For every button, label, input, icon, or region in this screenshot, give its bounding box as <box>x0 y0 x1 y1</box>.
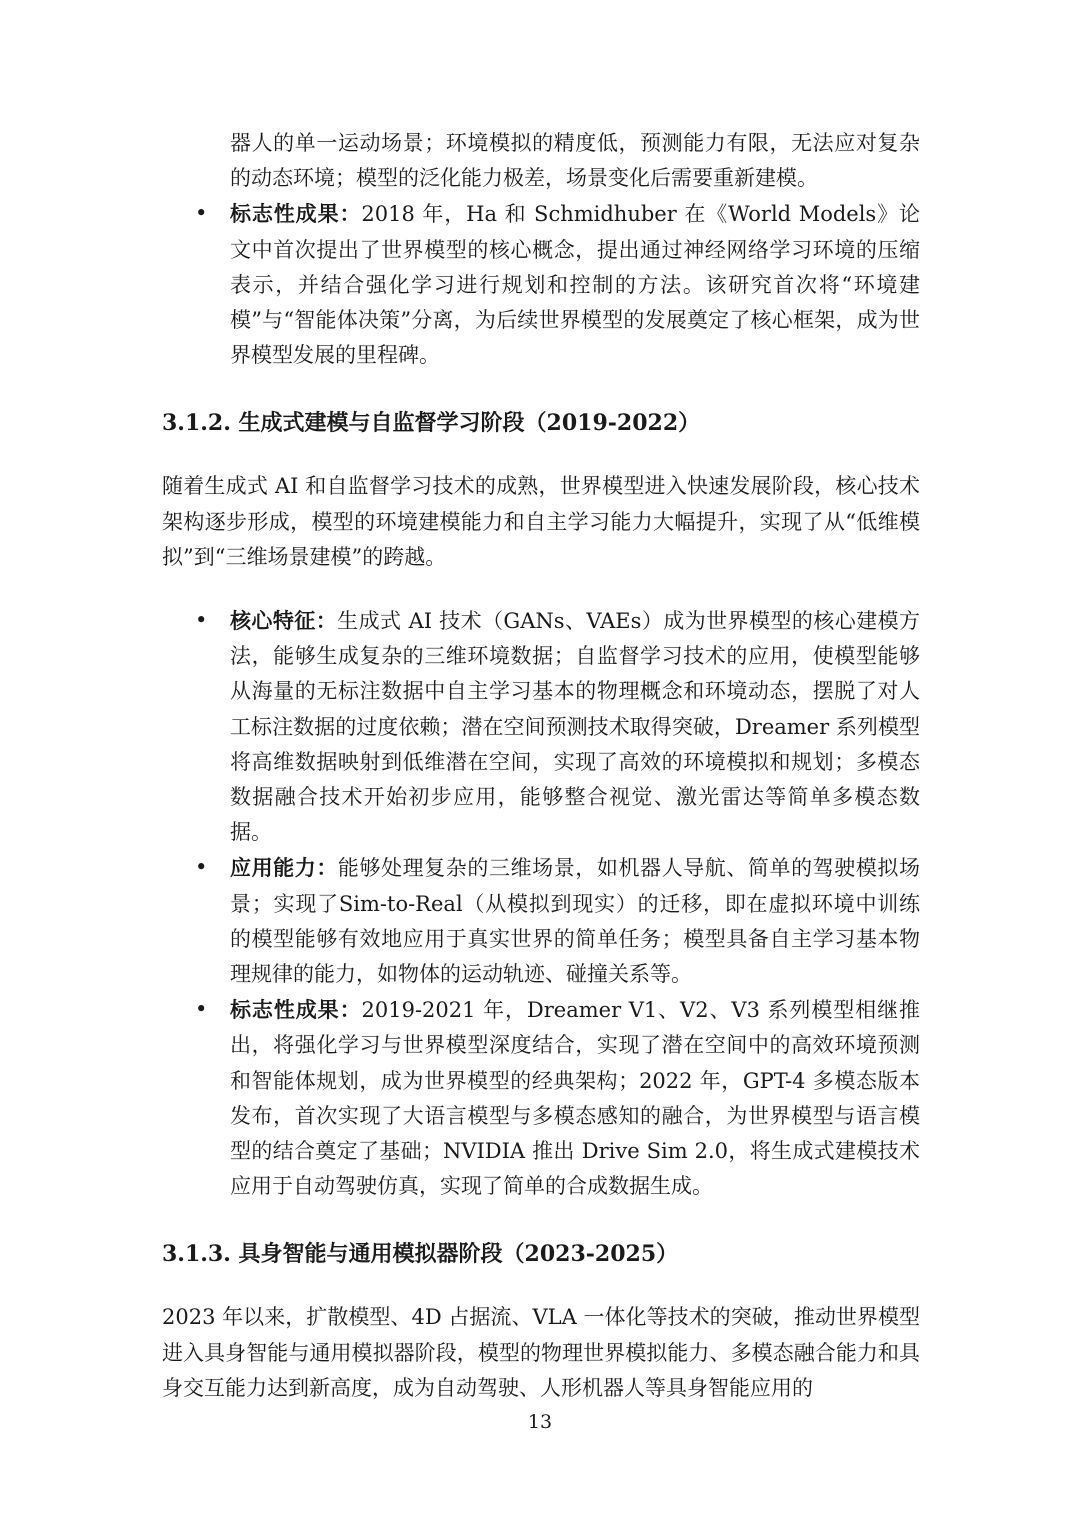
page-content <box>162 126 920 1406</box>
bullet-lead: 核心特征： <box>230 608 338 634</box>
bullet-text: 2018 年，Ha 和 Schmidhuber 在《World Models》论文中首次提出了世界模型的核心概念，提出通过神经网络学习环境的压缩表示，并结合强化学习进行规划和控制的方法。该研究首次将“环境建模”与“智能体决策”分离，为后续世界模型的发展奠定了核心框架，成为世界模型发展的里程碑。 <box>230 202 920 368</box>
section-313-intro: 2023 年以来，扩散模型、4D 占据流、VLA 一体化等技术的突破，推动世界模型进入具身智能与通用模拟器阶段，模型的物理世界模拟能力、多模态融合能力和具身交互能力达到新高度，成为自动驾驶、人形机器人等具身智能应用的 <box>162 1305 920 1400</box>
bullet-text: 2019-2021 年，Dreamer V1、V2、V3 系列模型相继推出，将强化学习与世界模型深度结合，实现了潜在空间中的高效环境预测和智能体规划，成为世界模型的经典架构；2022 年，GPT-4 多模态版本发布，首次实现了大语言模型与多模态感知的融合，为世界模型与语言模型的结合奠定了基础；NVIDIA 推出 Drive Sim 2.0，将生成式建模技术应用于自动驾驶仿真，实现了简单的合成数据生成。 <box>230 998 921 1199</box>
bullet-dot: • <box>195 608 208 633</box>
bullet-item-milestone-2 <box>162 992 920 1204</box>
bullet-item-milestone-1 <box>162 196 920 373</box>
bullet-lead: 标志性成果： <box>230 201 362 227</box>
continuation-text: 器人的单一运动场景；环境模拟的精度低，预测能力有限，无法应对复杂的动态环境；模型的泛化能力极差，场景变化后需要重新建模。 <box>230 131 920 191</box>
bullet-dot: • <box>195 855 208 880</box>
bullet-list-2 <box>162 603 920 1204</box>
page-number: 13 <box>527 1411 553 1433</box>
bullet-dot: • <box>195 997 208 1022</box>
bullet-text: 能够处理复杂的三维场景，如机器人导航、简单的驾驶模拟场景；实现了Sim-to-Real（从模拟到现实）的迁移，即在虚拟环境中训练的模型能够有效地应用于真实世界的简单任务；模型具备自主学习基本物理规律的能力，如物体的运动轨迹、碰撞关系等。 <box>230 856 921 987</box>
bullet-item-core-features <box>162 603 920 850</box>
bullet-text: 生成式 AI 技术（GANs、VAEs）成为世界模型的核心建模方法，能够生成复杂的三维环境数据；自监督学习技术的应用，使模型能够从海量的无标注数据中自主学习基本的物理概念和环境动态，摆脱了对人工标注数据的过度依赖；潜在空间预测技术取得突破，Dreamer 系列模型将高维数据映射到低维潜在空间，实现了高效的环境模拟和规划；多模态数据融合技术开始初步应用，能够整合视觉、激光雷达等简单多模态数据。 <box>230 609 921 845</box>
bullet-dot: • <box>195 201 208 226</box>
bullet-list-1 <box>162 196 920 373</box>
bullet-lead: 应用能力： <box>230 855 338 881</box>
bullet-item-capabilities <box>162 850 920 992</box>
section-312-intro: 随着生成式 AI 和自监督学习技术的成熟，世界模型进入快速发展阶段，核心技术架构逐步形成，模型的环境建模能力和自主学习能力大幅提升，实现了从“低维模拟”到“三维场景建模”的跨越。 <box>162 474 920 569</box>
bullet-lead: 标志性成果： <box>230 997 362 1023</box>
section-heading-313: 3.1.3. 具身智能与通用模拟器阶段（2023-2025） <box>162 1241 679 1268</box>
section-heading-312: 3.1.2. 生成式建模与自监督学习阶段（2019-2022） <box>162 410 701 437</box>
